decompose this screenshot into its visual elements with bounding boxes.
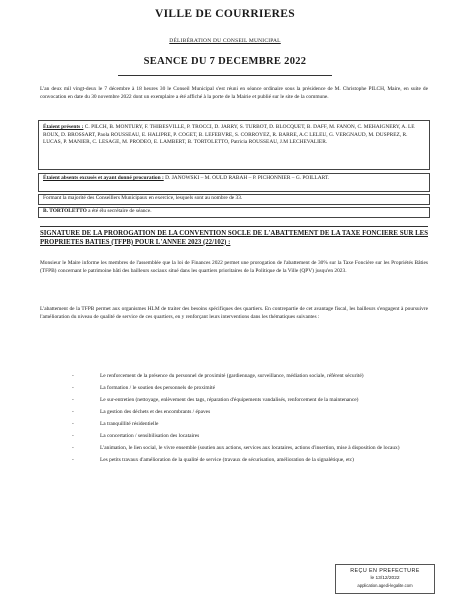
town-name: VILLE DE COURRIERES: [155, 8, 295, 20]
prefecture-receipt-stamp: [335, 564, 435, 594]
action-list: [38, 373, 428, 469]
paragraph-counterpart: L'abattement de la TFPB permet aux organismes HLM de traiter des besoins spécifiques des quartiers. En contrepartie de cet avantage fiscal, les bailleurs s'engagent à poursuivre l'amélioration du niveau de qualité de service de ces quartiers, en y renforçant leurs interventions dans les thématiques suivantes :: [40, 306, 428, 320]
action-item: - La formation / le soutien des personnels de proximité: [72, 384, 215, 391]
majority-text: Formant la majorité des Conseillers Municipaux en exercice, lesquels sont au nombre de 33.: [43, 195, 243, 201]
action-item: - L'animation, le lien social, le vivre ensemble (soutien aux actions, services aux locataires, actions d'insertion, mise à disposition de locaux): [72, 444, 400, 451]
present-list: C. PILCH, B. MONTURY, F. THIBESVILLE, P. TROCCI, D. JARRY, S. TURBOT, D. BLOCQUET, B. DAFF, M. FANON, C. MEHAIGNERY, A. LE ROUX, D. BROSSART, Paola ROUSSEAU, E. HALIPRE, P. COGET, B. LEFEBVRE, S. CORROYEZ, R. BARRE, A.C LELEU, G. VERGNAUD, M. DUSPREZ, R. LUCAS, P. MANIER, C. LESAGE, M. PRODEO, E. LAMBERT, B. TORTOLETTO, Patricia ROUSSEAU, J.M LECHEVALIER.: [43, 124, 415, 146]
absent-list: D. JANOWSKI – M. OULD RABAH – P. PICHONNIER – G. POILLART.: [165, 175, 330, 181]
secretary-text: [43, 208, 423, 216]
deliberation-title: SIGNATURE DE LA PROROGATION DE LA CONVENTION SOCLE DE L'ABATTEMENT DE LA TAXE FONCIERE SUR LES PROPRIETES BATIES (TFPB) POUR L'ANNEE 2023 (22/102) :: [40, 230, 428, 246]
action-item: - La tranquillité résidentielle: [72, 420, 159, 427]
deliberation-heading: DÉLIBÉRATION DU CONSEIL MUNICIPAL: [169, 38, 281, 44]
action-item: - Le renforcement de la présence du personnel de proximité (gardiennage, surveillance, médiation sociale, référent sécurité): [72, 373, 364, 379]
header-divider: [118, 75, 332, 76]
stamp-date: le 13/12/2022: [370, 576, 400, 581]
intro-paragraph: L'an deux mil vingt-deux le 7 décembre à 18 heures 30 le Conseil Municipal s'est réuni en séance ordinaire sous la présidence de M. Christophe PILCH, Maire, en suite de convocation en date du 30 novembre 2022 dont un exemplaire a été affiché à la porte de la Mairie et publié sur le site de la commune.: [40, 86, 428, 100]
paragraph-law: Monsieur le Maire informe les membres de l'assemblée que la loi de Finances 2022 permet une prorogation de l'abattement de 30% sur la Taxe Foncière sur les Propriétés Bâties (TFPB) concernant le patrimoine bâti des bailleurs sociaux situé dans les quartiers prioritaires de la Politique de la Ville (QPV) jusqu'en 2023.: [40, 260, 428, 274]
secretary-role: a été élu secrétaire de séance.: [88, 208, 152, 214]
action-item: - La concertation / sensibilisation des locataires: [72, 432, 200, 439]
present-label: Étaient présents :: [43, 124, 84, 130]
stamp-source: application.agedi-legalite.com: [357, 583, 413, 588]
stamp-title: REÇU EN PREFECTURE: [350, 568, 420, 574]
section-divider: [40, 226, 428, 227]
action-item: - Les petits travaux d'amélioration de la qualité de service (travaux de sécurisation, amélioration de la signalétique, etc): [72, 456, 354, 463]
action-item: - La gestion des déchets et des encombrants / épaves: [72, 408, 211, 415]
present-members: [43, 124, 423, 147]
secretary-name: B. TORTOLETTO: [43, 208, 87, 214]
absent-members: [43, 175, 423, 183]
absent-label: Étaient absents excusés et ayant donné procuration :: [43, 175, 164, 181]
action-item: - Le sur-entretien (nettoyage, enlèvement des tags, réparation d'équipements vandalisés, renforcement de la maintenance): [72, 396, 359, 403]
session-date-heading: SEANCE DU 7 DECEMBRE 2022: [143, 56, 307, 67]
